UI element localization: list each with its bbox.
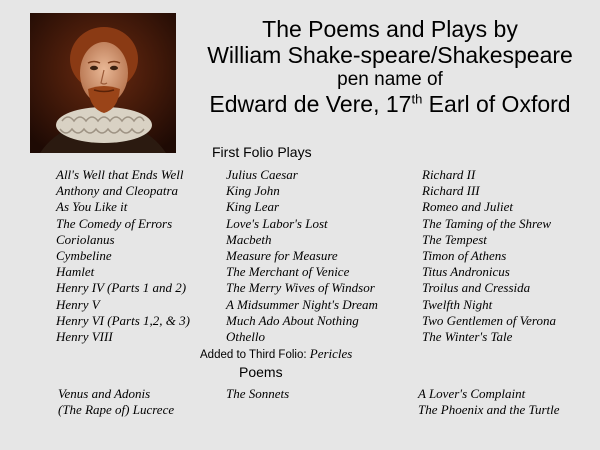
title-list-item: Anthony and Cleopatra bbox=[56, 183, 179, 199]
third-folio-label: Added to Third Folio bbox=[200, 349, 304, 361]
title-list-item: The Merchant of Venice bbox=[226, 264, 350, 280]
poems-column-3 bbox=[418, 386, 560, 418]
title-list-item: Much Ado About Nothing bbox=[226, 312, 359, 328]
title-line-3: pen name of bbox=[337, 68, 443, 90]
title-list-item: Henry VI (Parts 1,2, & 3) bbox=[56, 312, 190, 328]
title-list-item: All's Well that Ends Well bbox=[56, 167, 184, 182]
title-list-item: Titus Andronicus bbox=[422, 264, 510, 280]
third-folio-note: Added to Third Folio: Pericles bbox=[200, 346, 353, 361]
first-folio-column-3 bbox=[422, 167, 556, 345]
title-list-item: Julius Caesar bbox=[226, 167, 298, 182]
title-list-item: Cymbeline bbox=[56, 247, 112, 263]
title-list-item: The Sonnets bbox=[226, 386, 290, 401]
title-list-item: Othello bbox=[226, 328, 265, 344]
title-list-item: Macbeth bbox=[226, 231, 272, 247]
title-list-item: Venus and Adonis bbox=[58, 386, 151, 401]
title-list-item: Timon of Athens bbox=[422, 247, 507, 263]
title-list-item: The Taming of the Shrew bbox=[422, 215, 552, 231]
title-list-item: Romeo and Juliet bbox=[422, 199, 513, 215]
title-list-item: Twelfth Night bbox=[422, 296, 493, 312]
first-folio-column-2 bbox=[226, 167, 378, 345]
title-list-item: Richard II bbox=[422, 167, 476, 182]
portrait-image bbox=[30, 13, 176, 153]
poems-column-1 bbox=[58, 386, 174, 418]
title-block bbox=[190, 16, 590, 117]
title-list-item: Henry IV (Parts 1 and 2) bbox=[56, 280, 187, 296]
title-list-item: The Phoenix and the Turtle bbox=[418, 402, 560, 418]
title-list-item: A Midsummer Night's Dream bbox=[226, 296, 378, 312]
title-list-item: Love's Labor's Lost bbox=[226, 215, 328, 231]
title-line-1: The Poems and Plays by bbox=[262, 16, 518, 42]
title-line-4-end: Earl of Oxford bbox=[422, 90, 571, 117]
title-list-item: The Merry Wives of Windsor bbox=[226, 280, 375, 296]
title-list-item: Two Gentlemen of Verona bbox=[422, 312, 556, 328]
title-line-4-main: Edward de Vere, 17 bbox=[209, 90, 412, 117]
title-list-item: The Tempest bbox=[422, 231, 487, 247]
third-folio-play: Pericles bbox=[309, 346, 353, 361]
title-line-4-superscript: th bbox=[411, 91, 423, 107]
poems-heading: Poems bbox=[239, 364, 283, 380]
title-list-item: King John bbox=[226, 183, 280, 199]
title-list-item: Henry V bbox=[56, 296, 100, 312]
title-list-item: A Lover's Complaint bbox=[418, 386, 526, 401]
title-line-2: William Shake-speare/Shakespeare bbox=[207, 42, 573, 69]
title-list-item: Richard III bbox=[422, 183, 480, 199]
title-list-item: (The Rape of) Lucrece bbox=[58, 402, 175, 418]
title-list-item: As You Like it bbox=[56, 199, 128, 215]
poems-column-2 bbox=[226, 386, 289, 402]
title-line-4 bbox=[190, 91, 590, 117]
title-list-item: Coriolanus bbox=[56, 231, 115, 247]
title-list-item: The Winter's Tale bbox=[422, 328, 513, 344]
title-list-item: Troilus and Cressida bbox=[422, 280, 531, 296]
title-list-item: Measure for Measure bbox=[226, 247, 338, 263]
first-folio-column-1 bbox=[56, 167, 190, 345]
title-list-item: Hamlet bbox=[56, 264, 95, 280]
first-folio-heading: First Folio Plays bbox=[212, 144, 312, 160]
title-list-item: King Lear bbox=[226, 199, 280, 215]
title-list-item: Henry VIII bbox=[56, 328, 113, 344]
title-list-item: The Comedy of Errors bbox=[56, 215, 173, 231]
